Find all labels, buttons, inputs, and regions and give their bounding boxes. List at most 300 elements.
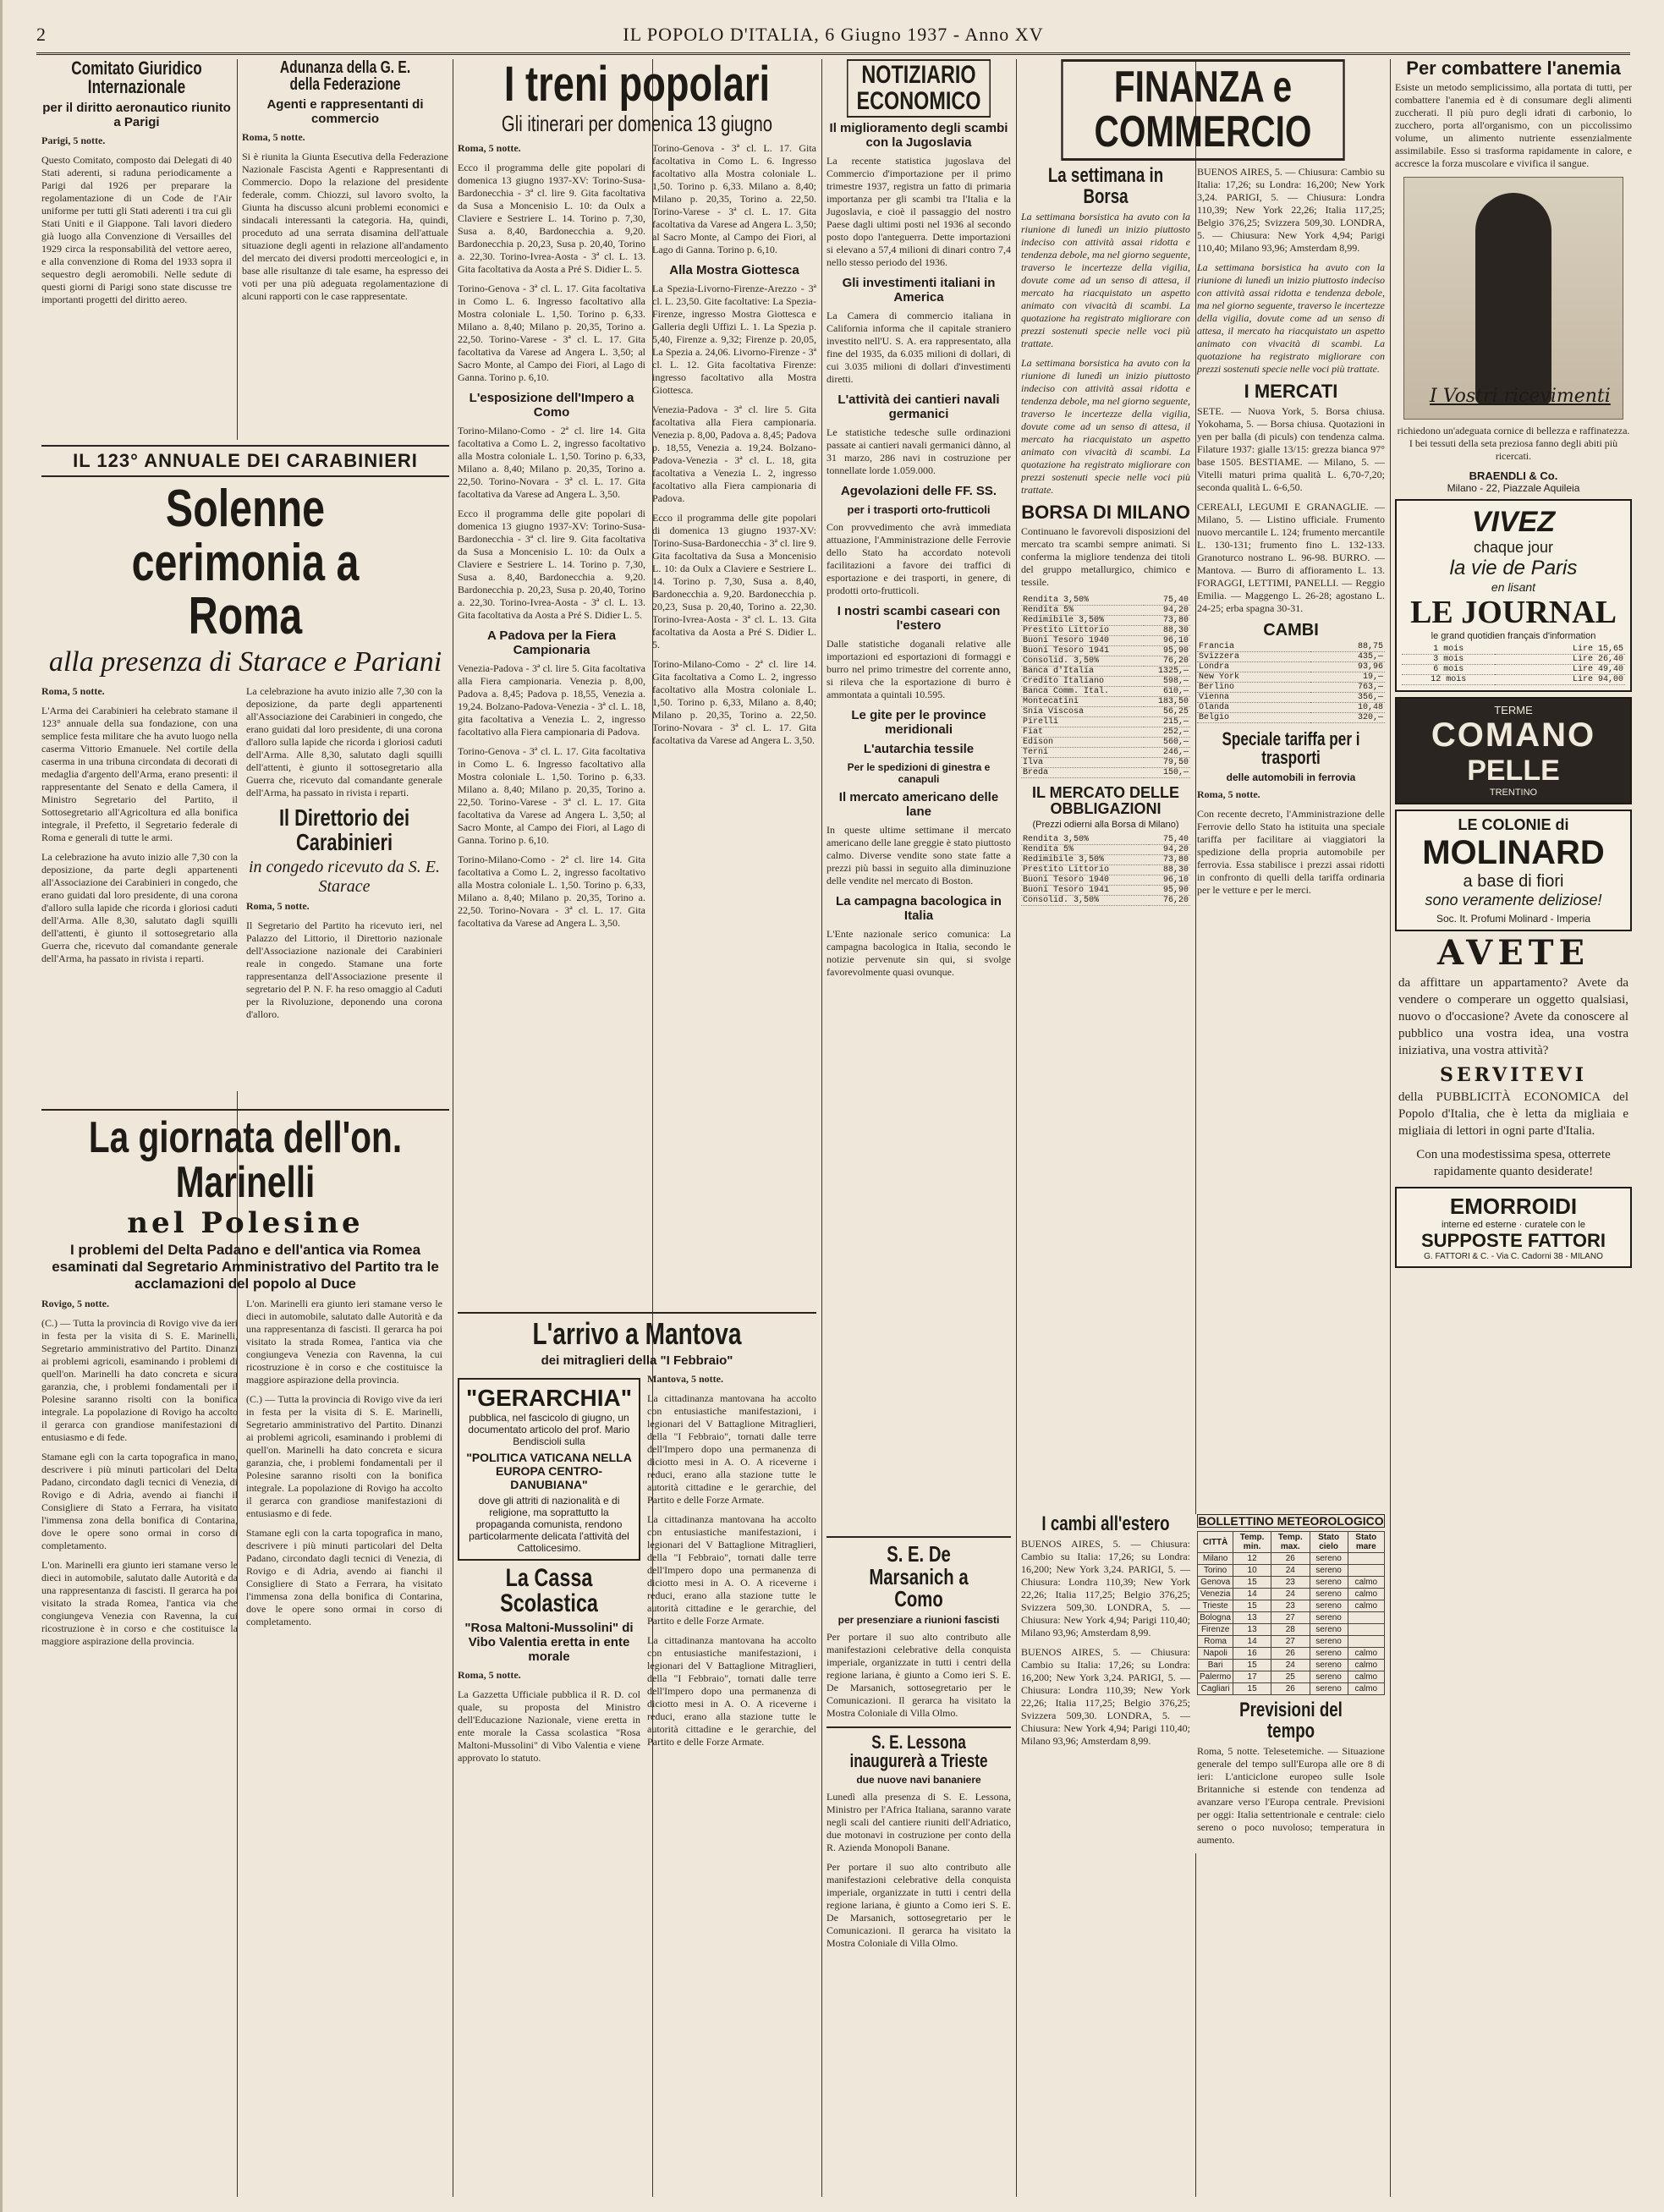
- weather-cell: 26: [1271, 1683, 1310, 1695]
- ad-title: PELLE: [1467, 755, 1560, 788]
- quote-row: [1021, 616, 1190, 626]
- quote-name: 6 mois: [1402, 665, 1495, 675]
- quote-name: Prestito Littorio: [1021, 865, 1149, 875]
- ad-text: dove gli attriti di nazionalità e di religione, ma soprattutto la propaganda comunista, rendono particolarmente delicata l'attività del Cattolicesimo.: [469, 1494, 629, 1554]
- quotes-table: [1021, 596, 1190, 778]
- weather-cell: 24: [1271, 1660, 1310, 1671]
- article-body: L'on. Marinelli era giunto ieri stamane verso le dieci in automobile, salutato dalle Autorità e da una rappresentanza di fascisti. Il gerarca ha poi visitato la strada Romea, l'antica via che congiungeva Venezia con Ravenna, la cui ricostruzione è in corso e che costituisce la maggiore aspirazione della provincia.: [246, 1297, 442, 1386]
- weather-cell: 24: [1271, 1589, 1310, 1600]
- quote-value: 560,—: [1144, 738, 1190, 748]
- quote-name: Terni: [1021, 748, 1144, 758]
- article-demarsanich: [827, 1531, 1011, 2195]
- quote-value: 598,—: [1144, 677, 1190, 687]
- dateline: Parigi, 5 notte.: [41, 134, 106, 146]
- subarticle-headline: I MERCATI: [1244, 381, 1338, 403]
- quote-row: [1021, 626, 1190, 636]
- ad-text: a base di fiori: [1463, 872, 1564, 892]
- emorroidi-ad: [1395, 1187, 1632, 1268]
- quote-row: [1021, 748, 1190, 758]
- ad-text: TERME: [1494, 704, 1533, 717]
- divider: [41, 1109, 449, 1111]
- weather-cell: 27: [1271, 1612, 1310, 1624]
- weather-cell: calmo: [1348, 1660, 1384, 1671]
- quote-value: 215,—: [1144, 717, 1190, 727]
- quote-name: Londra: [1197, 661, 1310, 672]
- subarticle-headline: Agevolazioni delle FF. SS.: [840, 484, 997, 499]
- weather-cell: 13: [1233, 1612, 1271, 1624]
- quote-row: [1021, 738, 1190, 748]
- comano-ad: [1395, 697, 1632, 804]
- subarticle-subhead: delle automobili in ferrovia: [1226, 771, 1356, 783]
- article-body: Ecco il programma delle gite popolari di domenica 13 giugno 1937-XV: Torino-Susa-Bardonecchia - 3ª cl. lire 9. Gita facoltativa da Susa a Moncenisio L. 10: da Oulx a Claviere e Sestriere L. 14. Torino p. 7,30, Susa a. 8,40, Bardonecchia a. 9,20. Bardonecchia p. 20,23, Susa p. 20,40, Torino a. 22,30. Torino-Ivrea-Aosta - 3ª cl. L. 13. Gita facoltativa da Aosta a Pré S. Didier L. 5.: [652, 511, 816, 650]
- article-body: CEREALI, LEGUMI E GRANAGLIE. — Milano, 5. — Listino ufficiale. Frumento nuovo mercantile L. 124; frumento mercantile L. 130-131; frumento fino L. 132-133. Granoturco nostrano L. 96-98. BURRO. — Mantova. — Burro di affioramento L. 13. FORAGGI, LETTIMI, PANELLI. — Reggio Emilia. — Maggengo L. 26-28; agostano L. 24-25; erba spagna 30-31.: [1197, 500, 1385, 614]
- article-body: La celebrazione ha avuto inizio alle 7,30 con la deposizione, da parte degli appartenenti all'Associazione dei Carabinieri in congedo, che erano guidati dal loro presidente, di una corona d'alloro sulla lapide che ricorda i gloriosi caduti dell'Arma. Alle 8,30, salutato dagli squilli dell'attenti, è giunto il sottosegretario alla Guerra che, ricevuto dal comandante generale dell'Arma, ha passato in rivista i reparti.: [246, 685, 442, 799]
- weather-cell: sereno: [1310, 1624, 1348, 1636]
- article-carabinieri: [41, 440, 449, 1091]
- article-body: La cittadinanza mantovana ha accolto con entusiastiche manifestazioni, i legionari del V Battaglione Mitraglieri, della "I Febbraio", tornati dalle terre dell'Impero dopo una permanenza di diciotto mesi in A. O. A riceverne i reduci, erano alla stazione tutte le autorità cittadine e le gerarchie, del Partito e delle Forze Armate.: [647, 1633, 816, 1748]
- ad-text: G. FATTORI & C. - Via C. Cadorni 38 - MILANO: [1424, 1251, 1603, 1261]
- article-adunanza: [242, 59, 448, 431]
- article-body: Ecco il programma delle gite popolari di domenica 13 giugno 1937-XV: Torino-Susa-Bardonecchia - 3ª cl. lire 9. Gita facoltativa da Susa a Moncenisio L. 10: da Oulx a Claviere e Sestriere L. 14. Torino p. 7,30, Susa a. 8,40, Bardonecchia a. 9,20. Bardonecchia p. 20,23, Susa p. 20,40, Torino a. 22,30. Torino-Ivrea-Aosta - 3ª cl. L. 13. Gita facoltativa da Aosta a Pré S. Didier L. 5.: [458, 161, 645, 275]
- quote-row: [1021, 606, 1190, 616]
- ad-text: da affittare un appartamento? Avete da vendere o comperare un oggetto qualsiasi, nuovo o d'occasione? Avete da conoscere al pubblico una vostra idea, una vostra iniziativa, una vostra attività?: [1398, 976, 1628, 1058]
- weather-cell: sereno: [1310, 1660, 1348, 1671]
- bond-row: [1021, 845, 1190, 855]
- quote-name: Olanda: [1197, 702, 1310, 712]
- article-body: Per portare il suo alto contributo alle manifestazioni celebrative della conquista imperiale, organizzate in tutti i centri della regione lariana, è giunto a Como ieri S. E. De Marsanich, sottosegretario per le Comunicazioni. Il gerarca ha visitato la Mostra Coloniale di Villa Olmo.: [827, 1861, 1011, 1950]
- exchange-row: [1197, 651, 1385, 661]
- quote-name: Ilva: [1021, 758, 1144, 768]
- quote-name: Banca d'Italia: [1021, 667, 1144, 677]
- quote-name: Vienna: [1197, 692, 1310, 702]
- fashion-illustration: [1403, 177, 1623, 420]
- quote-row: [1021, 697, 1190, 707]
- article-body: Torino-Milano-Como - 2ª cl. lire 14. Gita facoltativa a Como L. 2, ingresso facoltativo alla Mostra coloniale L. 1,50. Torino p. 6,33, Milano a. 8,40; Milano p. 20,35, Torino a. 22,50. Torino-Novara - 3ª cl. L. 17. Gita facoltativa da Varese ad Angera L. 3,50.: [458, 853, 645, 929]
- lower-finanza: [1021, 1514, 1385, 1853]
- article-body: Con provvedimento che avrà immediata attuazione, l'Amministrazione delle Ferrovie dello Stato ha accordato notevoli facilitazioni a favore dei traffici di esportazione e dei trasporti, in genere, di prodotti orto-frutticoli.: [827, 521, 1011, 597]
- weather-cell: 24: [1271, 1565, 1310, 1577]
- quote-value: 76,20: [1144, 656, 1190, 667]
- weather-header: CITTÀ: [1198, 1532, 1233, 1553]
- weather-cell: Roma: [1198, 1636, 1233, 1648]
- article-body: L'Ente nazionale serico comunica: La campagna bacologica in Italia, secondo le notizie pervenute sin qui, si svolge favorevolmente quasi ovunque.: [827, 928, 1011, 979]
- ad-text: LE COLONIE di: [1458, 816, 1569, 834]
- subarticle-headline: L'autarchia tessile: [863, 742, 975, 757]
- ad-text: Con una modestissima spesa, otterrete rapidamente quanto desiderate!: [1416, 1147, 1611, 1178]
- quote-value: Lire 94,00: [1495, 675, 1625, 685]
- exchange-row: [1197, 661, 1385, 672]
- exchange-row: [1197, 672, 1385, 682]
- quote-value: 95,90: [1149, 886, 1190, 896]
- column-rule: [1390, 59, 1391, 2197]
- quote-row: [1021, 636, 1190, 646]
- quote-value: 10,48: [1310, 702, 1385, 712]
- weather-cell: sereno: [1310, 1636, 1348, 1648]
- article-body: (C.) — Tutta la provincia di Rovigo vive da ieri in festa per la visita di S. E. Marinelli, Segretario amministrativo del Partito. Dinanzi ai problemi agricoli, esaminando i problemi di quell'on. Marinelli ha dato concreta e sicura garanzia, che, i problemi fondamentali per il Polesine saranno risolti con la bonifica integrale. La popolazione di Rovigo ha accolto il gerarca con grandiose manifestazioni di entusiasmo e di fede.: [246, 1392, 442, 1519]
- ad-text: TRENTINO: [1489, 788, 1538, 799]
- quote-value: Lire 49,40: [1495, 665, 1625, 675]
- section-finanza: [1021, 59, 1385, 2195]
- divider: [827, 1726, 1011, 1728]
- article-subhead: Gli itinerari per domenica 13 giugno: [501, 111, 773, 137]
- bond-row: [1021, 886, 1190, 896]
- weather-cell: [1348, 1612, 1384, 1624]
- ad-text: chaque jour: [1473, 539, 1554, 557]
- quote-name: Rendita 3,50%: [1021, 835, 1149, 845]
- weather-header: Temp. min.: [1233, 1532, 1271, 1553]
- quote-name: Prestito Littorio: [1021, 626, 1144, 636]
- subarticle-headline: L'esposizione dell'Impero a Como: [469, 390, 634, 420]
- quote-name: New York: [1197, 672, 1310, 682]
- quote-name: Buoni Tesoro 1940: [1021, 875, 1149, 886]
- subarticle-headline: Il miglioramento degli scambi con la Jugoslavia: [829, 121, 1008, 151]
- ad-text: richiedono un'adeguata cornice di bellezza e raffinatezza. I bei tessuti della seta preziosa fanno degli abiti più ricercati.: [1397, 425, 1630, 463]
- weather-cell: Palermo: [1198, 1671, 1233, 1683]
- quote-name: Buoni Tesoro 1941: [1021, 886, 1149, 896]
- rate-row: [1402, 645, 1625, 655]
- dateline: Mantova, 5 notte.: [647, 1372, 723, 1385]
- article-body: La Camera di commercio italiana in California informa che il capitale straniero investito nell'U. S. A. era rappresentato, alla fine del 1935, da 6.035 milioni di dollari, di cui 3.035 milioni di dollari d'investimenti diretti.: [827, 310, 1011, 386]
- weather-cell: sereno: [1310, 1671, 1348, 1683]
- bonds-table: [1021, 835, 1190, 906]
- molinard-ad: [1395, 810, 1632, 931]
- weather-cell: 25: [1271, 1671, 1310, 1683]
- quote-value: 356,—: [1310, 692, 1385, 702]
- article-body: La cittadinanza mantovana ha accolto con entusiastiche manifestazioni, i legionari del V Battaglione Mitraglieri, della "I Febbraio", tornati dalle terre dell'Impero dopo una permanenza di diciotto mesi in A. O. A riceverne i reduci, erano alla stazione tutte le autorità cittadine e le gerarchie, del Partito e delle Forze Armate.: [647, 1512, 816, 1627]
- weather-row: [1198, 1624, 1385, 1636]
- weather-row: [1198, 1589, 1385, 1600]
- article-body: (C.) — Tutta la provincia di Rovigo vive da ieri in festa per la visita di S. E. Marinelli, Segretario amministrativo del Partito. Dinanzi ai problemi agricoli, esaminando i problemi di quell'on. Marinelli ha dato concreta e sicura garanzia, che, i problemi fondamentali per il Polesine saranno risolti con la bonifica integrale. La popolazione di Rovigo ha accolto il gerarca con grandiose manifestazioni di entusiasmo e di fede.: [41, 1316, 238, 1443]
- quote-value: 763,—: [1310, 682, 1385, 692]
- weather-row: [1198, 1612, 1385, 1624]
- weather-cell: 15: [1233, 1683, 1271, 1695]
- le-journal-ad: [1395, 499, 1632, 692]
- dateline: Roma, 5 notte.: [41, 685, 105, 698]
- article-headline: Adunanza della G. E. della Federazione: [279, 59, 411, 95]
- exchange-row: [1197, 692, 1385, 702]
- article-headline: Comitato Giuridico Internazionale: [71, 59, 202, 98]
- article-body: Continuano le favorevoli disposizioni del mercato tra scambi sempre animati. Si conferma la migliore tendenza dei titoli del gruppo metallurgico, chimico e tessile.: [1021, 525, 1190, 589]
- subscription-rates: [1402, 645, 1625, 685]
- quote-name: Consolid. 3,50%: [1021, 656, 1144, 667]
- subarticle-headline: CAMBI: [1263, 620, 1319, 639]
- article-body: Torino-Milano-Como - 2ª cl. lire 14. Gita facoltativa a Como L. 2, ingresso facoltativo alla Mostra coloniale L. 1,50. Torino p. 6,33, Milano a. 8,40; Milano p. 20,35, Torino a. 22,50. Torino-Novara - 3ª cl. L. 17. Gita facoltativa da Varese ad Angera L. 3,50.: [458, 424, 645, 500]
- quote-value: 79,50: [1144, 758, 1190, 768]
- weather-row: [1198, 1671, 1385, 1683]
- article-subhead: per il diritto aeronautico riunito a Parigi: [42, 100, 231, 129]
- quote-value: 88,75: [1310, 642, 1385, 652]
- ad-title: LE JOURNAL: [1410, 595, 1617, 631]
- weather-row: [1198, 1565, 1385, 1577]
- article-body: Il Segretario del Partito ha ricevuto ieri, nel Palazzo del Littorio, il Direttorio nazionale dell'Associazione nazionale dei Carabinieri reale in congedo. Stamane una forte rappresentanza dell'Associazione presente il segretario del P. N. F. ha reso omaggio al Caduti per la Rivoluzione, deponendo una corona d'alloro.: [246, 919, 442, 1021]
- dateline: Roma, 5 notte.: [246, 900, 310, 913]
- article-body: Torino-Genova - 3ª cl. L. 17. Gita facoltativa in Como L. 6. Ingresso facoltativo alla Mostra coloniale L. 1,50. Torino p. 6,33. Milano a. 8,40; Milano p. 20,35, Torino a. 22,50. Torino-Varese - 3ª cl. L. 17. Gita facoltativa da Varese ad Angera L. 3,50; al Sacro Monte, al Campo dei Fiori, al Lago di Ganna. Torino p. 6,10.: [458, 744, 645, 846]
- ad-title: MOLINARD: [1422, 834, 1605, 872]
- weather-header: Temp. max.: [1271, 1532, 1310, 1553]
- subarticle-headline: Previsioni del tempo: [1239, 1699, 1343, 1743]
- weather-cell: Genova: [1198, 1577, 1233, 1589]
- ad-text: en lisant: [1491, 580, 1536, 595]
- quote-value: Lire 15,65: [1495, 645, 1625, 655]
- quote-name: Rendita 5%: [1021, 606, 1144, 616]
- subarticle-headline: L'attività dei cantieri navali germanici: [837, 392, 1000, 422]
- weather-cell: 16: [1233, 1648, 1271, 1660]
- quote-value: 93,96: [1310, 661, 1385, 672]
- article-body: BUENOS AIRES, 5. — Chiusura: Cambio su Italia: 17,26; su Londra: 16,200; New York 3,24. PARIGI, 5. — Chiusura: Londra 110,39; New York 22,26; Italia 117,25; Belgio 376,25; Svizzera 509,30. LONDRA, 5. — Chiusura: New York 4,94; Parigi 110,40; Milano 93,96; Amsterdam 8,99.: [1197, 166, 1385, 255]
- article-body: L'on. Marinelli era giunto ieri stamane verso le dieci in automobile, salutato dalle Autorità e da una rappresentanza di fascisti. Il gerarca ha poi visitato la strada Romea, l'antica via che congiungeva Venezia con Ravenna, la cui ricostruzione è in corso e che costituisce la maggiore aspirazione della provincia.: [41, 1558, 238, 1647]
- exchange-row: [1197, 682, 1385, 692]
- quote-value: 1325,—: [1144, 667, 1190, 677]
- weather-cell: 23: [1271, 1577, 1310, 1589]
- article-body: La settimana borsistica ha avuto con la riunione di lunedì un inizio piuttosto indeciso con attività assai ridotta e tendenza debole, ma nel giorno seguente, traverso le incertezze della vigilia, dovute come ad un senso di attesa, il mercato ha riacquistato un aspetto animato con vivacità di scambi. La quotazione ha registrato migliorare con prezzi sostenuti specie nelle voci più trattate.: [1197, 261, 1385, 376]
- gerarchia-ad: [458, 1378, 640, 1561]
- weather-row: [1198, 1648, 1385, 1660]
- weather-cell: 28: [1271, 1624, 1310, 1636]
- article-body: Dalle statistiche doganali relative alle importazioni ed esportazioni di formaggi e burro nel primo trimestre del corrente anno, si rileva che la esportazione di burro è ammontata a quintali 10.595.: [827, 638, 1011, 701]
- quote-name: Belgio: [1197, 712, 1310, 722]
- ad-text: la vie de Paris: [1449, 557, 1578, 580]
- subarticle-headline: IL MERCATO DELLE OBBLIGAZIONI: [1031, 784, 1179, 817]
- article-subhead: I problemi del Delta Padano e dell'antica via Romea esaminati dal Segretario Amministrativo del Partito tra le acclamazioni del popolo al Duce: [52, 1241, 439, 1292]
- weather-cell: calmo: [1348, 1671, 1384, 1683]
- newspaper-title: IL POPOLO D'ITALIA, 6 Giugno 1937 - Anno XV: [623, 24, 1044, 45]
- subarticle-headline: A Padova per la Fiera Campionaria: [486, 628, 616, 657]
- quote-row: [1021, 768, 1190, 778]
- article-body: BUENOS AIRES, 5. — Chiusura: Cambio su Italia: 17,26; su Londra: 16,200; New York 3,24. PARIGI, 5. — Chiusura: Londra 110,39; New York 22,26; Italia 117,25; Belgio 376,25; Svizzera 509,30. LONDRA, 5. — Chiusura: New York 4,94; Parigi 110,40; Milano 93,96; Amsterdam 8,99.: [1021, 1538, 1190, 1639]
- divider: [41, 445, 449, 447]
- ad-text: Soc. It. Profumi Molinard - Imperia: [1436, 913, 1591, 925]
- ad-text: della PUBBLICITÀ ECONOMICA del Popolo d'Italia, che è letta da migliaia e migliaia di lettori in ogni parte d'Italia.: [1398, 1090, 1628, 1138]
- weather-cell: 27: [1271, 1636, 1310, 1648]
- subarticle-headline: Le gite per le province meridionali: [851, 708, 986, 738]
- article-body: Venezia-Padova - 3ª cl. lire 5. Gita facoltativa alla Fiera campionaria. Venezia p. 8,00, Padova a. 8,45; Padova p. 18,55, Venezia a. 19,24. Bolzano-Padova-Venezia - 3ª cl. L. 18, gita facoltativa a Venezia L. 2, ingresso facoltativo alla Fiera campionaria di Padova.: [652, 403, 816, 504]
- woman-figure-icon: [1475, 193, 1551, 404]
- ad-title: AVETE: [1437, 933, 1590, 974]
- weather-cell: [1348, 1565, 1384, 1577]
- article-body: La settimana borsistica ha avuto con la riunione di lunedì un inizio piuttosto indeciso con attività assai ridotta e tendenza debole, ma nel giorno seguente, traverso le incertezze della vigilia, dovute come ad un senso di attesa, il mercato ha riacquistato un aspetto animato con vivacità di scambi. La quotazione ha registrato migliorare con prezzi sostenuti specie nelle voci più trattate.: [1021, 357, 1190, 496]
- weather-cell: 13: [1233, 1624, 1271, 1636]
- article-body: SETE. — Nuova York, 5. Borsa chiusa. Yokohama, 5. — Borsa chiusa. Quotazioni in yen per balla (di piculs) con tendenza calma. Filature 1937: gialle 13/15: grezza bianca 97° base 1505. BESTIAME. — Milano, 5. — Vitelli maturi prima qualità L. 6,70-7,20; seconda qualità L. 6-6,50.: [1197, 404, 1385, 493]
- article-headline: La giornata dell'on. Marinelli: [88, 1113, 403, 1208]
- subarticle-subhead: per i trasporti orto-frutticoli: [847, 503, 991, 517]
- quote-value: 76,20: [1149, 896, 1190, 906]
- article-body: Roma, 5 notte. Telesetemiche. — Situazione generale del tempo sull'Europa alle ore 8 di ieri: L'anticiclone europeo sulle Isole Britanniche si estende con tendenza ad avanzare verso l'Europa centrale. Previsioni per oggi: Italia settentrionale e centrale: cielo sereno o poco nuvoloso; temperatura in aumento.: [1197, 1745, 1385, 1847]
- weather-cell: sereno: [1310, 1577, 1348, 1589]
- weather-cell: sereno: [1310, 1683, 1348, 1695]
- quote-row: [1021, 667, 1190, 677]
- quote-name: Montecatini: [1021, 697, 1144, 707]
- avete-ad: [1395, 933, 1632, 1179]
- subarticle-headline: BORSA DI MILANO: [1021, 502, 1190, 523]
- subarticle-subhead: "Rosa Maltoni-Mussolini" di Vibo Valentia eretta in ente morale: [464, 1620, 634, 1664]
- quote-row: [1021, 717, 1190, 727]
- article-body: La settimana borsistica ha avuto con la riunione di lunedì un inizio piuttosto indeciso con attività assai ridotta e tendenza debole, ma nel giorno seguente, traverso le incertezze della vigilia, dovute come ad un senso di attesa, il mercato ha riacquistato un aspetto animato con vivacità di scambi. La quotazione ha registrato migliorare con prezzi sostenuti specie nelle voci più trattate.: [1021, 211, 1190, 349]
- bond-row: [1021, 875, 1190, 886]
- subarticle-headline: Alla Mostra Giottesca: [669, 262, 799, 277]
- weather-cell: 15: [1233, 1660, 1271, 1671]
- weather-cell: Torino: [1198, 1565, 1233, 1577]
- subarticle-headline: I nostri scambi caseari con l'estero: [837, 604, 1001, 634]
- fashion-label: I Vostri ricevimenti: [1430, 386, 1611, 408]
- quote-name: Fiat: [1021, 727, 1144, 738]
- weather-row: [1198, 1660, 1385, 1671]
- article-body: La cittadinanza mantovana ha accolto con entusiastiche manifestazioni, i legionari del V Battaglione Mitraglieri, della "I Febbraio", tornati dalle terre dell'Impero dopo una permanenza di diciotto mesi in A. O. A riceverne i reduci, erano alla stazione tutte le autorità cittadine e le gerarchie, del Partito e delle Forze Armate.: [647, 1391, 816, 1506]
- subarticle-headline: Gli investimenti italiani in America: [842, 276, 996, 305]
- quote-value: 96,10: [1149, 875, 1190, 886]
- weather-cell: sereno: [1310, 1600, 1348, 1612]
- article-kicker: nel Polesine: [127, 1206, 364, 1241]
- ad-title: COMANO: [1431, 716, 1596, 755]
- quote-name: Buoni Tesoro 1940: [1021, 636, 1144, 646]
- article-body: Stamane egli con la carta topografica in mano, descrivere i più minuti particolari del Delta Padano, circondato dagli tecnici di Venezia, di Rovigo e di Adria, avendo ai fianchi il Consigliere di Stato a Ferrara, ha visitato l'immensa zona della bonifica di Contarina, dove le opere sono ormai in corso di completamento.: [246, 1526, 442, 1627]
- quote-value: 435,—: [1310, 651, 1385, 661]
- weather-cell: 14: [1233, 1636, 1271, 1648]
- divider: [458, 1312, 816, 1314]
- quote-name: Redimibile 3,50%: [1021, 855, 1149, 865]
- quote-name: Buoni Tesoro 1941: [1021, 646, 1144, 656]
- quote-name: Rendita 5%: [1021, 845, 1149, 855]
- weather-row: [1198, 1600, 1385, 1612]
- weather-cell: sereno: [1310, 1612, 1348, 1624]
- quote-value: 19,—: [1310, 672, 1385, 682]
- subarticle-subhead: Per le spedizioni di ginestra e canapuli: [847, 761, 991, 786]
- cambi-table: [1197, 642, 1385, 723]
- weather-cell: [1348, 1636, 1384, 1648]
- weather-cell: calmo: [1348, 1589, 1384, 1600]
- article-body: Esiste un metodo semplicissimo, alla portata di tutti, per combattere l'anemia ed è di consumare degli alimenti zuccherati. Il più puro degli idrati di carbonio, lo zucchero, porta all'organismo, con un piccolissimo volume, un alimento nutriente essenzialmente assimilabile. Esso si trasforma rapidamente in calore, e accresce la forza muscolare e vivifica il sangue.: [1395, 81, 1632, 170]
- weather-cell: sereno: [1310, 1553, 1348, 1565]
- column-rule: [1016, 59, 1017, 2197]
- quote-value: 88,30: [1149, 865, 1190, 875]
- exchange-row: [1197, 702, 1385, 712]
- weather-table: [1197, 1531, 1385, 1695]
- weather-cell: Bari: [1198, 1660, 1233, 1671]
- weather-cell: 12: [1233, 1553, 1271, 1565]
- weather-row: [1198, 1683, 1385, 1695]
- dateline: Rovigo, 5 notte.: [41, 1297, 109, 1309]
- ads-column: [1395, 59, 1632, 2197]
- subarticle-headline: S. E. Lessona inaugurerà a Trieste: [849, 1731, 988, 1771]
- quote-row: [1021, 727, 1190, 738]
- quote-name: Breda: [1021, 768, 1144, 778]
- subarticle-subhead: (Prezzi odierni alla Borsa di Milano): [1032, 820, 1179, 831]
- article-body: La Spezia-Livorno-Firenze-Arezzo - 3ª cl. L. 23,50. Gite facoltative: La Spezia-Firenze, ingresso Mostra Giottesca e Galleria degli Uffizi L. 1. La Spezia p. 5,40, Firenze a. 9,32; Firenze p. 20,05, La Spezia a. 24,06. Livorno-Firenze - 3ª cl. L. 12. Gita facoltativa Firenze: ingresso facoltativo alla Mostra Giottesca.: [652, 282, 816, 396]
- article-body: Ecco il programma delle gite popolari di domenica 13 giugno 1937-XV: Torino-Susa-Bardonecchia - 3ª cl. lire 9. Gita facoltativa da Susa a Moncenisio L. 10: da Oulx a Claviere e Sestriere L. 14. Torino p. 7,30, Susa a. 8,40, Bardonecchia a. 9,20. Bardonecchia p. 20,23, Susa p. 20,40, Torino a. 22,30. Torino-Ivrea-Aosta - 3ª cl. L. 13. Gita facoltativa da Aosta a Pré S. Didier L. 5.: [458, 507, 645, 621]
- quote-value: 94,20: [1149, 845, 1190, 855]
- quote-name: Rendita 3,50%: [1021, 596, 1144, 606]
- quote-name: Credito Italiano: [1021, 677, 1144, 687]
- ad-text: interne ed esterne · curatele con le: [1442, 1219, 1585, 1230]
- divider: [41, 475, 449, 477]
- section-headline: NOTIZIARIO ECONOMICO: [847, 59, 991, 118]
- weather-cell: 23: [1271, 1600, 1310, 1612]
- quote-value: 75,40: [1144, 596, 1190, 606]
- ad-title: VIVEZ: [1471, 506, 1556, 539]
- subarticle-headline: La settimana in Borsa: [1047, 164, 1164, 208]
- weather-cell: sereno: [1310, 1589, 1348, 1600]
- article-comitato: [41, 59, 232, 431]
- column-rule: [821, 59, 822, 2197]
- subarticle-subhead: in congedo ricevuto da S. E. Starace: [248, 858, 441, 897]
- weather-cell: calmo: [1348, 1577, 1384, 1589]
- subarticle-headline: BOLLETTINO METEOROLOGICO: [1198, 1514, 1384, 1528]
- quote-value: 610,—: [1144, 687, 1190, 697]
- article-body: Torino-Genova - 3ª cl. L. 17. Gita facoltativa in Como L. 6. Ingresso facoltativo alla Mostra coloniale L. 1,50. Torino p. 6,33. Milano a. 8,40; Milano p. 20,35, Torino a. 22,50. Torino-Varese - 3ª cl. L. 17. Gita facoltativa da Varese ad Angera L. 3,50; al Sacro Monte, al Campo dei Fiori, al Lago di Ganna. Torino p. 6,10.: [652, 141, 816, 255]
- weather-cell: Napoli: [1198, 1648, 1233, 1660]
- quote-row: [1021, 656, 1190, 667]
- bond-row: [1021, 865, 1190, 875]
- weather-cell: 26: [1271, 1648, 1310, 1660]
- page-number: 2: [36, 24, 46, 45]
- article-body: Lunedì alla presenza di S. E. Lessona, Ministro per l'Africa Italiana, saranno varate negli scali del cantiere riuniti dell'Adriatico, due motonavi in costruzione per conto della R. Azienda Monopoli Banane.: [827, 1791, 1011, 1854]
- article-headline: Solenne cerimonia a Roma: [131, 480, 360, 645]
- quote-name: Berlino: [1197, 682, 1310, 692]
- dateline: Roma, 5 notte.: [458, 1668, 521, 1681]
- article-treni: [458, 59, 816, 2195]
- article-body: La Gazzetta Ufficiale pubblica il R. D. col quale, su proposta del Ministro dell'Educazione Nazionale, viene eretta in ente morale la Cassa scolastica "Rosa Maltoni-Mussolini" di Vibo Valentia e viene approvato lo statuto.: [458, 1688, 640, 1764]
- article-body: La celebrazione ha avuto inizio alle 7,30 con la deposizione, da parte degli appartenenti all'Associazione dei Carabinieri in congedo, che erano guidati dal loro presidente, di una corona d'alloro sulla lapide che ricorda i gloriosi caduti dell'Arma. Alle 8,30, salutato dagli squilli dell'attenti, è giunto il sottosegretario alla Guerra che, ricevuto dal comandante generale dell'Arma, ha passato in rivista i reparti.: [41, 851, 238, 965]
- weather-cell: 10: [1233, 1565, 1271, 1577]
- quote-value: 246,—: [1144, 748, 1190, 758]
- weather-cell: 26: [1271, 1553, 1310, 1565]
- quote-row: [1021, 758, 1190, 768]
- quote-row: [1021, 707, 1190, 717]
- weather-cell: Cagliari: [1198, 1683, 1233, 1695]
- article-kicker: alla presenza di Starace e Pariani: [48, 646, 442, 678]
- subarticle-subhead: dei mitraglieri della "I Febbraio": [541, 1353, 733, 1368]
- weather-cell: 14: [1233, 1589, 1271, 1600]
- article-body: Le statistiche tedesche sulle ordinazioni passate ai cantieri navali germanici dànno, al 31 marzo, 286 navi in costruzione per tonnellate lorde 1.059.000.: [827, 426, 1011, 477]
- quote-value: 73,80: [1149, 855, 1190, 865]
- subarticle-headline: La campagna bacologica in Italia: [836, 894, 1002, 924]
- quote-value: 96,10: [1144, 636, 1190, 646]
- quote-name: Francia: [1197, 642, 1310, 652]
- article-headline: Per combattere l'anemia: [1406, 59, 1621, 79]
- quote-value: 183,50: [1144, 697, 1190, 707]
- weather-cell: [1348, 1624, 1384, 1636]
- quote-name: Edison: [1021, 738, 1144, 748]
- quote-value: 88,30: [1144, 626, 1190, 636]
- weather-cell: Firenze: [1198, 1624, 1233, 1636]
- subarticle-headline: Speciale tariffa per i trasporti: [1222, 727, 1360, 769]
- article-marinelli: [41, 1104, 449, 2195]
- ad-text: pubblica, nel fascicolo di giugno, un documentato articolo del prof. Mario Bendiscioli sulla: [468, 1411, 630, 1447]
- weather-cell: calmo: [1348, 1600, 1384, 1612]
- quote-name: 3 mois: [1402, 655, 1495, 665]
- subarticle-headline: I cambi all'estero: [1041, 1512, 1170, 1535]
- quote-name: 1 mois: [1402, 645, 1495, 655]
- dateline: Roma, 5 notte.: [242, 130, 305, 143]
- quote-row: [1021, 687, 1190, 697]
- ad-title: EMORROIDI: [1449, 1193, 1578, 1219]
- subarticle-headline: Il Direttorio dei Carabinieri: [278, 804, 410, 855]
- quote-row: [1021, 677, 1190, 687]
- quote-name: Redimibile 3,50%: [1021, 616, 1144, 626]
- article-body: L'Arma dei Carabinieri ha celebrato stamane il 123° annuale della sua fondazione, con una semplice festa militare che ha avuto luogo nella caserma Vittorio Emanuele. Nel cortile della caserma in una tribuna circondata di decorati di medaglia d'argento dell'Arma, erano presenti: il rappresentante del Senato e della Camera, il Ministro Segretario del Partito, il Sottosegretario all'Agricoltura ed alla bonifica integrale, il Prefetto, il Segretario federale di Roma e generali di tutte le armi.: [41, 705, 238, 844]
- weather-row: [1198, 1636, 1385, 1648]
- quote-value: 252,—: [1144, 727, 1190, 738]
- quote-value: 73,80: [1144, 616, 1190, 626]
- quote-name: Banca Comm. Ital.: [1021, 687, 1144, 697]
- weather-header: Stato cielo: [1310, 1532, 1348, 1553]
- ad-title: "GERARCHIA": [465, 1384, 633, 1411]
- weather-cell: calmo: [1348, 1648, 1384, 1660]
- article-body: BUENOS AIRES, 5. — Chiusura: Cambio su Italia: 17,26; su Londra: 16,200; New York 3,24. PARIGI, 5. — Chiusura: Londra 110,39; New York 22,26; Italia 117,25; Belgio 376,25; Svizzera 509,30. LONDRA, 5. — Chiusura: New York 4,94; Parigi 110,40; Milano 93,96; Amsterdam 8,99.: [1021, 1646, 1190, 1748]
- weather-cell: [1348, 1553, 1384, 1565]
- weather-cell: Venezia: [1198, 1589, 1233, 1600]
- ad-text: le grand quotidien français d'information: [1431, 631, 1596, 642]
- article-body: In queste ultime settimane il mercato americano delle lane greggie è stato piuttosto calmo. Diverse vendite sono state fatte a prezzi più bassi in seguito alla diminuzione delle vendite nel mercato di Boston.: [827, 824, 1011, 887]
